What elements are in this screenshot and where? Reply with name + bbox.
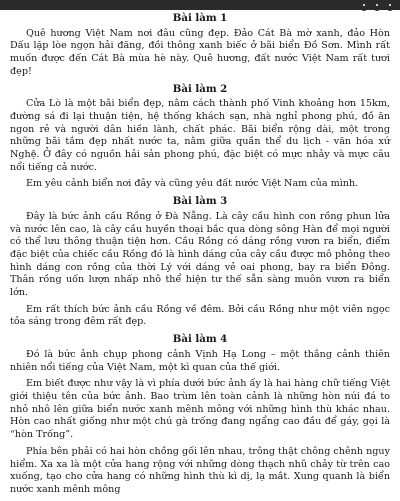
section-heading: Bài làm 2 [172,82,228,95]
paragraph: Em biết được như vậy là vì phía dưới bức ảnh ấy là hai hàng chữ tiếng Việt giới thiệu tên của bức ảnh. Bao trùm lên toàn cảnh là những hòn núi đá to nhỏ nhô lên giữa biển nước xanh mênh mông với những hình thù khác nhau. Hòn cao nhất giống như một chú gà trống đang ngẩng cao đầu để gáy, gọi là “hòn Trống”. [10,378,390,441]
paragraph: Em rất thích bức ảnh cầu Rồng về đêm. Bởi cầu Rồng như một viên ngọc tỏa sáng trong đêm rất đẹp. [10,303,390,328]
paragraph: Đây là bức ảnh cầu Rồng ở Đà Nẵng. Là cây cầu hình con rồng phun lửa và nước lên cao, là cây cầu huyền thoại bắc qua dòng sông Hàn để mọi người có thể lưu thông thuận tiện hơn. Cầu Rồng có dáng rồng vươn ra biển, điểm đặc biệt của chiếc cầu Rồng đó là hình dáng của cây cầu được mô phỏng theo hình dáng con rồng của thời Lý với dáng vẻ oai phong, bay ra biển Đông. Thân rồng uốn lượn nhấp nhô thể hiện tư thế sẵn sàng muôn vươn ra biển lớn. [10,210,390,299]
section-2 [10,83,390,192]
top-border-bar [0,0,400,10]
flower-icon [358,0,370,11]
section-heading: Bài làm 4 [172,333,228,346]
section-heading: Bài làm 3 [172,195,228,208]
decorative-flowers [358,0,396,12]
document-body [10,12,390,501]
flower-icon [384,0,396,11]
section-4 [10,333,390,496]
paragraph: Em yêu cảnh biển nơi đây và cũng yêu đất nước Việt Nam của mình. [26,178,359,190]
paragraph: Phía bên phải có hai hòn chồng gối lên nhau, trông thật chông chênh nguy hiểm. Xa xa là một cửa hang rộng với những dòng thạch nhũ chảy từ trên cao xuống, tạo cho cửa hang có những hình thù kì dị, lạ mắt. Xung quanh là biển nước xanh mênh mông [10,445,390,495]
paragraph: Đó là bức ảnh chụp phong cảnh Vịnh Hạ Long – một thắng cảnh thiên nhiên nổi tiếng của Việt Nam, một kì quan của thế giới. [10,348,390,373]
paragraph: Cửa Lò là một bãi biển đẹp, nằm cách thành phố Vinh khoảng hơn 15km, đường sá đi lại thuận tiện, hệ thống khách sạn, nhà nghỉ phong phú, đồ ăn ngon rẻ và người dân hiền lành, chất phác. Bãi biển rộng dài, một trong những bãi tắm đẹp nhất nước ta, nằm giữa quần thể du lịch - văn hóa xứ Nghệ. Ở đây có nguồn hải sản phong phú, đặc biệt có mực nhảy và mực câu nổi tiếng cả nước. [10,98,390,173]
paragraph: Quê hương Việt Nam nơi đâu cũng đẹp. Đảo Cát Bà mờ xanh, đảo Hòn Dấu lặp lòe ngọn hải đăng, đồi thông xanh biếc ở bãi biển Đồ Sơn. Mình rất muốn được đến Cát Bà mùa hè này. Quê hương, đất nước Việt Nam rất tươi đẹp! [10,27,390,77]
section-3 [10,195,390,329]
section-heading: Bài làm 1 [172,12,228,24]
section-1 [10,12,390,79]
flower-icon [371,0,383,11]
